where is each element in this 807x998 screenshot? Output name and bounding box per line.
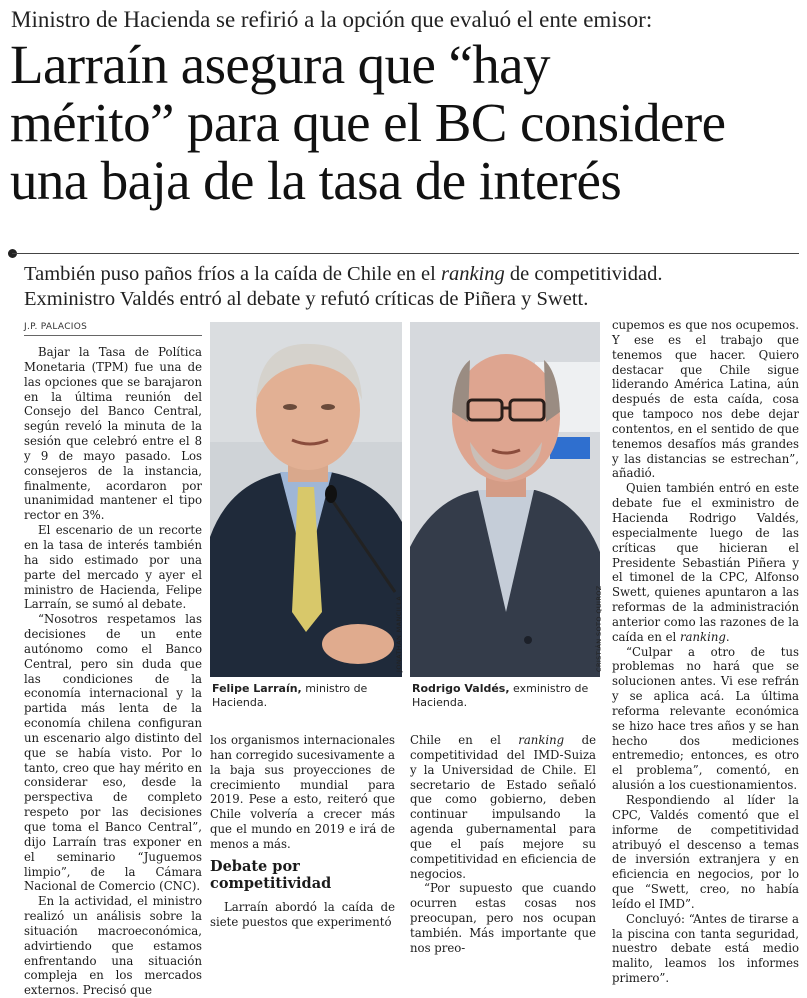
paragraph (410, 733, 596, 881)
byline-divider (24, 335, 202, 336)
deck-text: También puso paños fríos a la caída de Chile en el (24, 263, 441, 285)
photo-credit-right: CRISTIÁN SOTO QUIROZ (595, 585, 603, 672)
caption-name: Rodrigo Valdés, (412, 682, 510, 695)
headline-divider (12, 253, 799, 254)
byline: J.P. PALACIOS (24, 322, 88, 332)
paragraph-text: de competitividad del IMD-Suiza y la Universidad de Chile. El secretario de Estado señaló que como gobierno, deben continuar impulsando la agenda gubernamental para que el país mejore su competitividad en eficiencia de negocios. (410, 733, 596, 881)
column-1 (24, 345, 202, 998)
paragraph: Concluyó: “Antes de tirarse a la piscina con tanta seguridad, nuestro debate está medio malito, leamos los informes primero”. (612, 911, 799, 986)
paragraph-text: Chile en el (410, 733, 519, 747)
caption-name: Felipe Larraín, (212, 682, 302, 695)
caption-text: ministro de Hacienda. (212, 682, 368, 709)
deck (24, 262, 799, 312)
kicker: Ministro de Hacienda se refirió a la opción que evaluó el ente emisor: (11, 7, 653, 32)
paragraph: “Nosotros respetamos las decisiones de un ente autónomo como el Banco Central, pero sin duda que las condiciones de la economía internacional y la partida más lenta de la economía chilena configuran un escenario algo distinto del que se había visto. Por lo tanto, creo que hay mérito en considerar eso, desde la perspectiva de completo respeto por las decisiones que toma el Banco Central”, dijo Larraín tras exponer en el seminario “Juguemos limpio”, de la Cámara Nacional de Comercio (CNC). (24, 612, 202, 894)
deck-italic: ranking (440, 263, 505, 285)
deck-line-1 (24, 262, 799, 287)
caption-right (412, 682, 602, 710)
paragraph: Respondiendo al líder la CPC, Valdés comentó que el informe de competitividad atribuyó el descenso a temas de inversión extranjera y en eficiencia en negocios, por lo que “Swett, creo, no había leído el IMD”. (612, 793, 799, 911)
paragraph-italic: ranking (679, 629, 726, 644)
paragraph: Bajar la Tasa de Política Monetaria (TPM) fue una de las opciones que se barajaron en la última reunión del Consejo del Banco Central, según reveló la minuta de la sesión que celebró entre el 8 y 9 de mayo pasado. Los consejeros de la instancia, finalmente, acordaron por unanimidad mantener el tipo rector en 3%. (24, 345, 202, 523)
photo-rodrigo-valdes (410, 322, 600, 677)
paragraph: Larraín abordó la caída de siete puestos que experimentó (210, 899, 395, 929)
headline-line-3: una baja de la tasa de interés (10, 150, 622, 211)
headline-line-1: Larraín asegura que “hay (10, 34, 550, 95)
paragraph: los organismos internacionales han corregido sucesivamente a la baja sus proyecciones de crecimiento mundial para 2019. Pese a esto, reiteró que Chile volvería a crecer más que el mundo en 2019 e irá de menos a más. (210, 733, 395, 851)
paragraph: “Culpar a otro de tus problemas no hará que se solucionen antes. Vi ese refrán y se aplica acá. La última reforma relevante económica se hizo hace tres años y se han hecho dos mediciones entremedio; entonces, es otro el problema”, comentó, en alusión a los cuestionamientos. (612, 644, 799, 793)
deck-text: de competitividad. (504, 263, 663, 285)
portrait-valdes-illustration (410, 322, 600, 677)
photo-credit-left: JONATHAN MANCILLA (395, 595, 403, 672)
paragraph-text: Quien también entró en este debate fue el exministro de Hacienda Rodrigo Valdés, especialmente luego de las críticas que hicieran el Presidente Sebastián Piñera y el timonel de la CPC, Alfonso Swett, quienes apuntaron a las reformas de la administración anterior como las razones de la caída en el (612, 481, 799, 644)
column-4 (612, 318, 799, 986)
photo-felipe-larrain (210, 322, 402, 677)
paragraph: El escenario de un recorte en la tasa de interés también ha sido estimado por una parte del mercado y ayer el ministro de Hacienda, Felipe Larraín, se sumó al debate. (24, 523, 202, 612)
caption-left (212, 682, 402, 710)
paragraph-italic: ranking (518, 733, 565, 747)
paragraph (612, 481, 799, 644)
column-2 (210, 733, 395, 929)
headline (10, 36, 800, 210)
subhead-debate: Debate por competitividad (210, 857, 332, 892)
paragraph-text: . (725, 629, 730, 644)
headline-line-2: mérito” para que el BC considere (10, 92, 726, 153)
portrait-larrain-illustration (210, 322, 402, 677)
column-3 (410, 733, 596, 956)
paragraph: “Por supuesto que cuando ocurren estas cosas nos preocupan, pero nos ocupan también. Más importante que nos preo- (410, 881, 596, 955)
deck-line-2: Exministro Valdés entró al debate y refutó críticas de Piñera y Swett. (24, 288, 589, 310)
paragraph: cupemos es que nos ocupemos. Y ese es el trabajo que tenemos que hacer. Quiero destacar que Chile sigue liderando América Latina, aún después de esta caída, cosa que tampoco nos debe dejar contentos, en el sentido de que tenemos desafíos más grandes y las distancias se estrechan”, añadió. (612, 318, 799, 481)
paragraph: En la actividad, el ministro realizó un análisis sobre la situación macroeconómica, advirtiendo que estamos enfrentando una situación compleja en los mercados externos. Precisó que (24, 894, 202, 998)
caption-text: exministro de Hacienda. (412, 682, 589, 709)
